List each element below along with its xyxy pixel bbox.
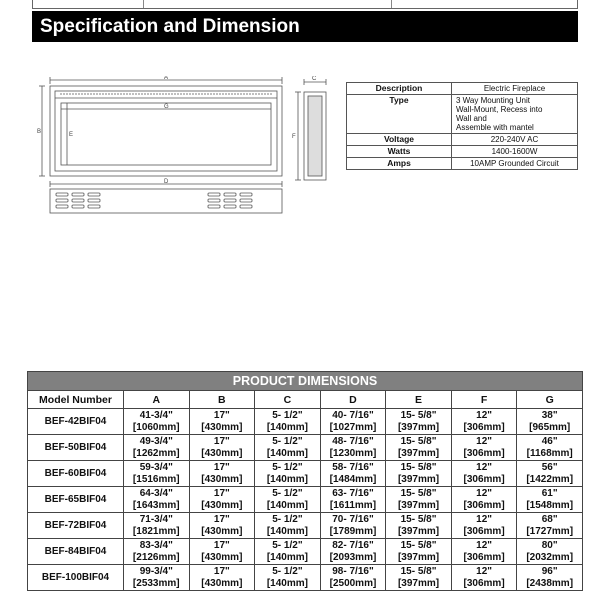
dim-b-cell: 17" [430mm]: [189, 461, 255, 487]
label-g: G: [164, 104, 169, 110]
top-table-remnant: [32, 0, 578, 9]
label-e: E: [69, 132, 74, 138]
col-header-b: B: [189, 391, 255, 409]
dim-c-cell: 5- 1/2" [140mm]: [255, 539, 321, 565]
side-inner: [308, 96, 322, 176]
dim-b-cell: 17" [430mm]: [189, 435, 255, 461]
dim-e-cell: 15- 5/8" [397mm]: [386, 565, 452, 591]
model-number-cell: BEF-60BIF04: [28, 461, 124, 487]
dim-d-cell: 82- 7/16" [2093mm]: [320, 539, 386, 565]
dim-d-cell: 63- 7/16" [1611mm]: [320, 487, 386, 513]
dim-a-cell: 99-3/4" [2533mm]: [124, 565, 190, 591]
dim-f-cell: 12" [306mm]: [451, 539, 517, 565]
front-view: [39, 77, 282, 176]
spec-value: 10AMP Grounded Circuit: [452, 158, 578, 170]
col-header-d: D: [320, 391, 386, 409]
label-f: F: [292, 134, 296, 140]
label-a: A: [164, 76, 169, 81]
table-row: [28, 435, 583, 461]
dim-e-cell: 15- 5/8" [397mm]: [386, 461, 452, 487]
left-vent-slots: [56, 193, 100, 208]
dim-g-cell: 38" [965mm]: [517, 409, 583, 435]
dim-g-cell: 46" [1168mm]: [517, 435, 583, 461]
dim-d-cell: 70- 7/16" [1789mm]: [320, 513, 386, 539]
dim-e-cell: 15- 5/8" [397mm]: [386, 513, 452, 539]
col-header-e: E: [386, 391, 452, 409]
fireplace-diagrams: [36, 76, 336, 221]
dim-a-cell: 49-3/4" [1262mm]: [124, 435, 190, 461]
col-header-a: A: [124, 391, 190, 409]
model-number-cell: BEF-50BIF04: [28, 435, 124, 461]
dim-a-cell: 41-3/4" [1060mm]: [124, 409, 190, 435]
bottom-view: [50, 181, 282, 213]
spec-row: [347, 146, 578, 158]
dim-a-cell: 64-3/4" [1643mm]: [124, 487, 190, 513]
dim-b-cell: 17" [430mm]: [189, 409, 255, 435]
spec-row: [347, 95, 578, 134]
col-header-model: Model Number: [28, 391, 124, 409]
dim-d-cell: 98- 7/16" [2500mm]: [320, 565, 386, 591]
top-table-divider: [143, 0, 144, 8]
dim-f-cell: 12" [306mm]: [451, 409, 517, 435]
spec-row: [347, 83, 578, 95]
spec-label: Type: [347, 95, 452, 134]
label-c: C: [312, 76, 317, 82]
product-dimensions-title: PRODUCT DIMENSIONS: [27, 371, 583, 390]
dim-b-cell: 17" [430mm]: [189, 565, 255, 591]
front-outer-frame: [50, 86, 282, 176]
dim-b-cell: 17" [430mm]: [189, 539, 255, 565]
table-row: [28, 487, 583, 513]
section-title: Specification and Dimension: [40, 16, 300, 37]
dim-b-cell: 17" [430mm]: [189, 487, 255, 513]
dim-d-cell: 40- 7/16" [1027mm]: [320, 409, 386, 435]
model-number-cell: BEF-100BIF04: [28, 565, 124, 591]
dim-f-cell: 12" [306mm]: [451, 565, 517, 591]
product-dimensions-section: [27, 371, 583, 591]
dim-c-cell: 5- 1/2" [140mm]: [255, 435, 321, 461]
dim-f-cell: 12" [306mm]: [451, 461, 517, 487]
dim-a-cell: 71-3/4" [1821mm]: [124, 513, 190, 539]
dim-f-cell: 12" [306mm]: [451, 513, 517, 539]
dim-g-cell: 96" [2438mm]: [517, 565, 583, 591]
label-b: B: [37, 129, 42, 135]
dimensions-body: [28, 409, 583, 591]
col-header-f: F: [451, 391, 517, 409]
section-header: [32, 11, 578, 42]
dim-c-cell: 5- 1/2" [140mm]: [255, 513, 321, 539]
dim-f-cell: 12" [306mm]: [451, 487, 517, 513]
dim-g-cell: 80" [2032mm]: [517, 539, 583, 565]
diagram-letters: [37, 76, 317, 185]
dimension-drawing: [36, 76, 336, 221]
dim-g-cell: 61" [1548mm]: [517, 487, 583, 513]
dim-a-cell: 83-3/4" [2126mm]: [124, 539, 190, 565]
dim-c-cell: 5- 1/2" [140mm]: [255, 565, 321, 591]
spec-label: Voltage: [347, 134, 452, 146]
dim-e-cell: 15- 5/8" [397mm]: [386, 487, 452, 513]
col-header-g: G: [517, 391, 583, 409]
dim-b-cell: 17" [430mm]: [189, 513, 255, 539]
model-number-cell: BEF-84BIF04: [28, 539, 124, 565]
spec-value: Electric Fireplace: [452, 83, 578, 95]
spec-row: [347, 158, 578, 170]
table-row: [28, 539, 583, 565]
side-view: [295, 79, 326, 180]
table-row: [28, 513, 583, 539]
label-d: D: [164, 179, 169, 185]
dim-c-cell: 5- 1/2" [140mm]: [255, 487, 321, 513]
dim-e-cell: 15- 5/8" [397mm]: [386, 409, 452, 435]
table-row: [28, 409, 583, 435]
dim-g-cell: 56" [1422mm]: [517, 461, 583, 487]
spec-label: Amps: [347, 158, 452, 170]
dim-e-cell: 15- 5/8" [397mm]: [386, 539, 452, 565]
model-number-cell: BEF-65BIF04: [28, 487, 124, 513]
spec-value: 1400-1600W: [452, 146, 578, 158]
model-number-cell: BEF-42BIF04: [28, 409, 124, 435]
dim-c-cell: 5- 1/2" [140mm]: [255, 461, 321, 487]
table-row: [28, 461, 583, 487]
spec-label: Watts: [347, 146, 452, 158]
top-table-divider: [391, 0, 392, 8]
col-header-c: C: [255, 391, 321, 409]
header-row: [28, 391, 583, 409]
spec-value: 220-240V AC: [452, 134, 578, 146]
dim-d-cell: 58- 7/16" [1484mm]: [320, 461, 386, 487]
spec-row: [347, 134, 578, 146]
table-row: [28, 565, 583, 591]
dim-g-cell: 68" [1727mm]: [517, 513, 583, 539]
product-dimensions-table: [27, 390, 583, 591]
dim-e-cell: 15- 5/8" [397mm]: [386, 435, 452, 461]
model-number-cell: BEF-72BIF04: [28, 513, 124, 539]
dim-a-cell: 59-3/4" [1516mm]: [124, 461, 190, 487]
spec-table: [346, 82, 578, 170]
dim-f-cell: 12" [306mm]: [451, 435, 517, 461]
front-glass: [61, 103, 271, 165]
spec-label: Description: [347, 83, 452, 95]
right-vent-slots: [208, 193, 252, 208]
spec-value: 3 Way Mounting Unit Wall-Mount, Recess into Wall and Assemble with mantel: [452, 95, 578, 134]
dim-c-cell: 5- 1/2" [140mm]: [255, 409, 321, 435]
dim-d-cell: 48- 7/16" [1230mm]: [320, 435, 386, 461]
